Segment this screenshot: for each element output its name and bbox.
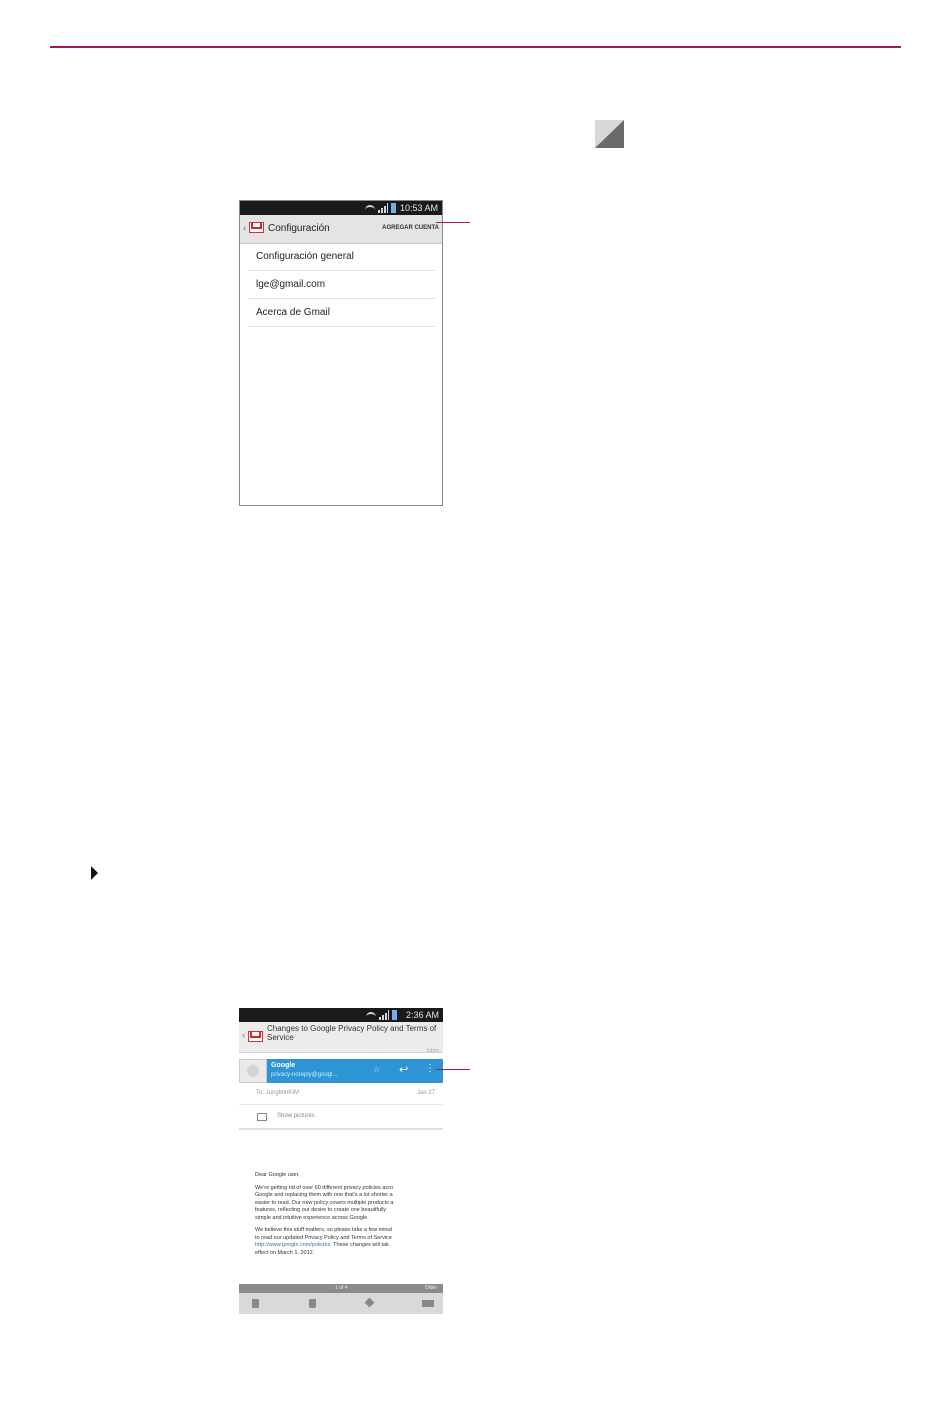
general-settings-item[interactable]: Configuración general	[248, 243, 436, 271]
more-options-icon[interactable]: ⋮	[425, 1063, 435, 1074]
body-line: Google and replacing them with one that's a lot shorter a	[255, 1192, 393, 1198]
status-time: 2:36 AM	[405, 1010, 439, 1020]
corner-triangle-icon	[595, 120, 624, 148]
message-body	[255, 1172, 443, 1262]
to-line: To: JungMinKIM	[256, 1090, 300, 1096]
body-paragraph-2	[255, 1227, 443, 1257]
image-icon	[257, 1113, 267, 1121]
recipient-row	[239, 1086, 443, 1105]
pager-bar	[239, 1284, 443, 1293]
message-count: 1 of 4	[335, 1285, 348, 1291]
back-chevron-icon[interactable]: ‹	[243, 223, 247, 234]
app-bar	[240, 215, 442, 244]
app-bar	[239, 1022, 443, 1053]
body-line: . These changes will tak	[330, 1242, 389, 1248]
screen-title: Configuración	[268, 223, 330, 234]
body-line: features, reflecting our desire to create one beautifully	[255, 1207, 387, 1213]
callout-line	[436, 222, 470, 223]
avatar	[239, 1059, 267, 1083]
battery-icon	[392, 1010, 397, 1020]
reply-icon[interactable]: ↩	[399, 1064, 409, 1076]
message-date[interactable]: Jan 27	[416, 1090, 435, 1096]
wifi-icon	[365, 205, 375, 213]
about-gmail-item[interactable]: Acerca de Gmail	[248, 299, 436, 327]
show-pictures-label: Show pictures	[277, 1113, 315, 1119]
settings-screenshot	[239, 200, 443, 506]
body-line: effect on March 1, 2012.	[255, 1249, 315, 1256]
body-line: easier to read. Our new policy covers multiple products a	[255, 1199, 394, 1206]
star-icon[interactable]: ☆	[373, 1065, 381, 1074]
trash-icon[interactable]	[309, 1299, 316, 1308]
message-screenshot	[239, 1008, 443, 1314]
older-button[interactable]: Older	[424, 1285, 437, 1291]
back-chevron-icon[interactable]: ‹	[242, 1030, 246, 1041]
body-line: We believe this stuff matters, so please take a few minut	[255, 1227, 393, 1233]
sender-header	[239, 1059, 443, 1083]
gmail-icon	[249, 222, 264, 233]
gmail-icon	[248, 1031, 263, 1042]
sender-email: privacy-noreply@googl...	[271, 1072, 338, 1078]
mark-unread-icon[interactable]	[422, 1300, 434, 1307]
status-bar	[240, 201, 442, 215]
account-item[interactable]: lge@gmail.com	[248, 271, 436, 299]
body-line: simple and intuitive experience across Google.	[255, 1214, 369, 1221]
show-pictures-row[interactable]	[239, 1108, 443, 1130]
status-time: 10:53 AM	[399, 203, 438, 213]
label-icon[interactable]	[365, 1298, 375, 1308]
signal-icon	[379, 1010, 389, 1020]
signal-icon	[378, 203, 388, 213]
sender-name: Google	[271, 1062, 296, 1069]
body-line: to read our updated Privacy Policy and Terms of Service	[255, 1234, 392, 1241]
policies-link[interactable]: http://www.google.com/policies	[255, 1242, 331, 1248]
header-rule	[50, 46, 901, 48]
callout-line	[436, 1069, 470, 1070]
archive-icon[interactable]	[252, 1299, 259, 1308]
message-subject: Changes to Google Privacy Policy and Terms of Service	[267, 1024, 437, 1042]
triangle-bullet-icon	[91, 866, 98, 880]
greeting: Dear Google user,	[255, 1172, 300, 1178]
bottom-action-bar	[239, 1293, 443, 1314]
settings-list	[248, 243, 436, 327]
sender-box[interactable]	[267, 1059, 443, 1083]
add-account-button[interactable]: AGREGAR CUENTA	[382, 225, 439, 231]
battery-icon	[391, 203, 396, 213]
body-line: We're getting rid of over 60 different privacy policies acro	[255, 1184, 394, 1191]
body-paragraph-1	[255, 1185, 443, 1223]
folder-label[interactable]: Inbox	[426, 1048, 439, 1054]
status-bar	[239, 1008, 443, 1022]
wifi-icon	[366, 1012, 376, 1020]
